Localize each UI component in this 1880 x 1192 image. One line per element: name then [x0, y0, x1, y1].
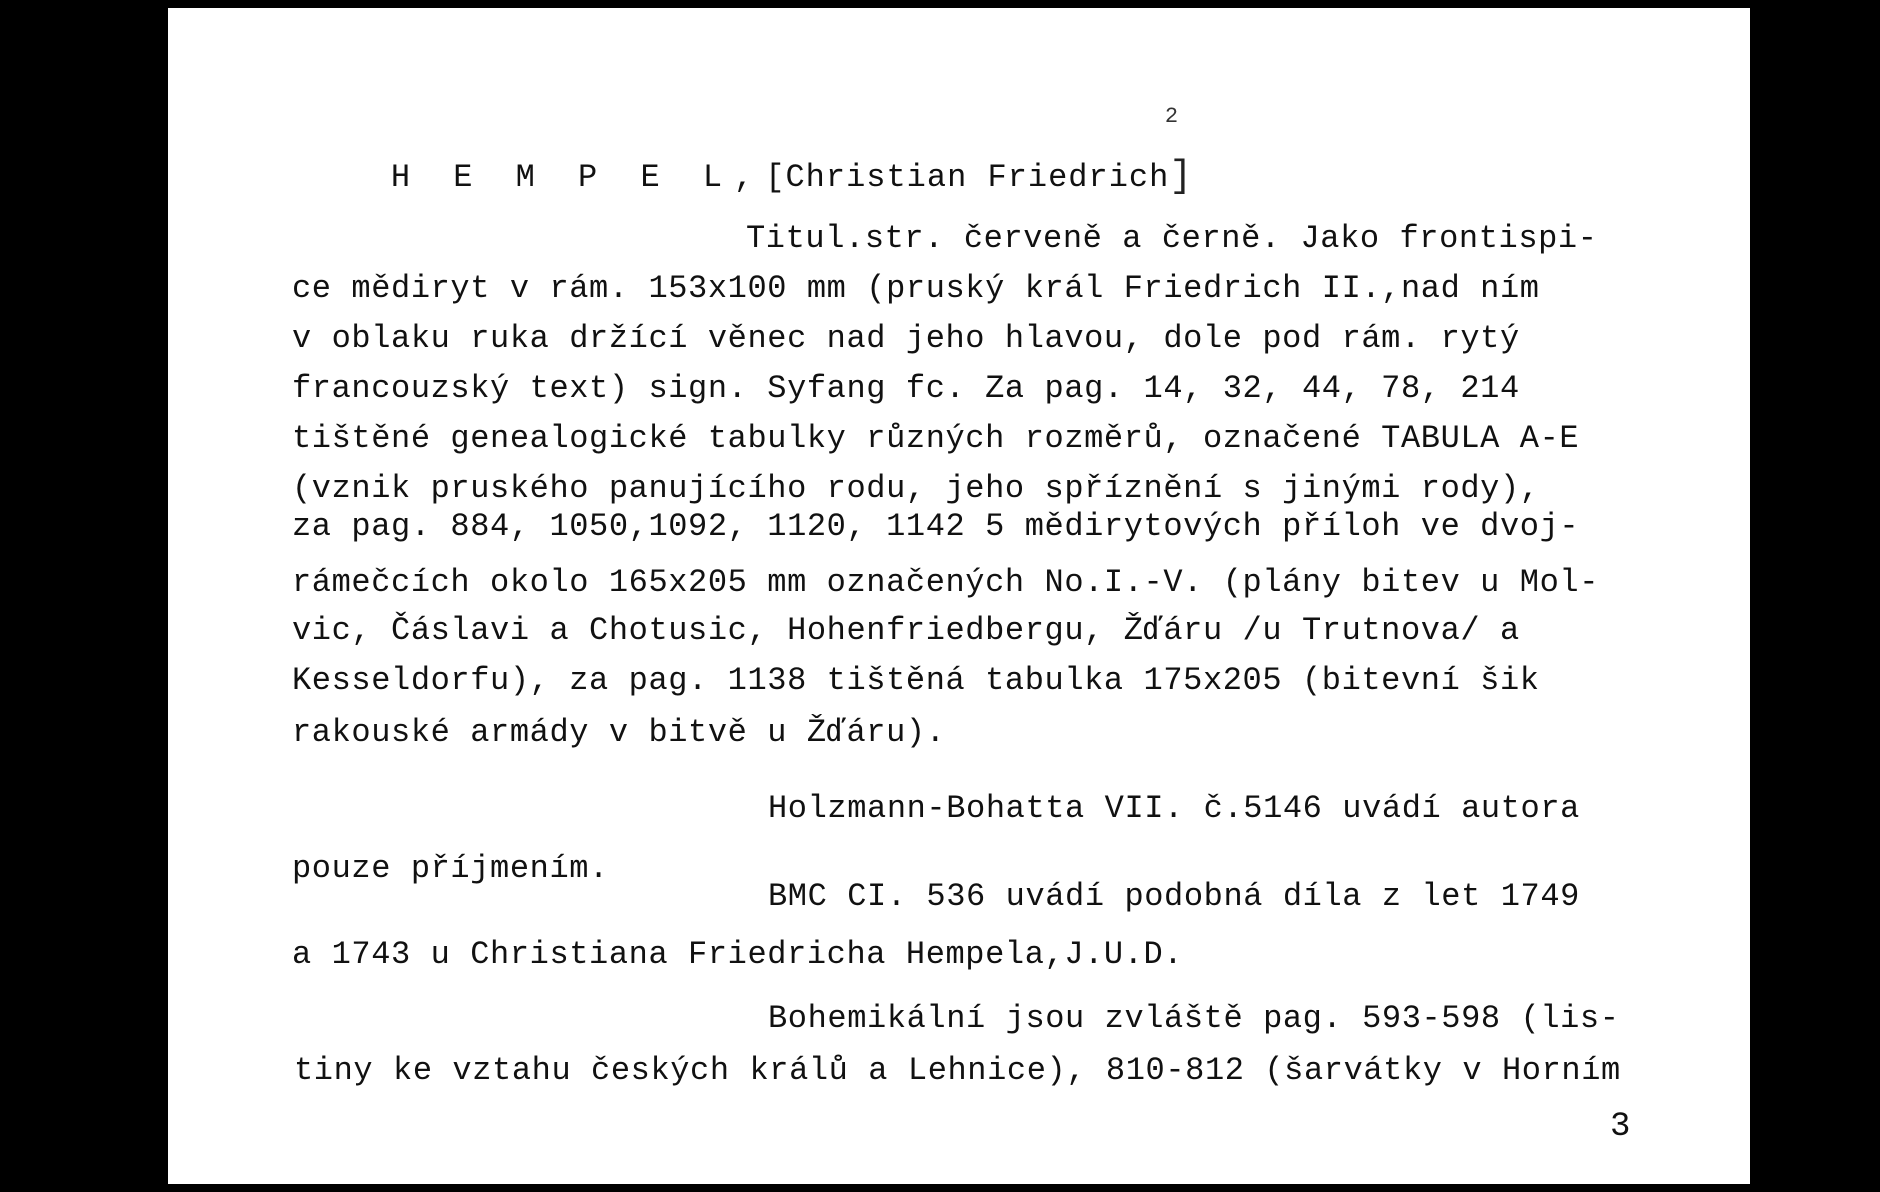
bohemica-note-line-1: Bohemikální jsou zvláště pag. 593-598 (lis- [768, 1000, 1620, 1037]
bracket-open: [ [765, 159, 786, 196]
description-line-11: rakouské armády v bitvě u Žďáru). [292, 714, 946, 751]
page-number: 3 [1610, 1108, 1632, 1146]
description-line-10: Kesseldorfu), za pag. 1138 tištěná tabulka 175x205 (bitevní šik [292, 662, 1540, 699]
description-line-8: rámečcích okolo 165x205 mm označených No.I.-V. (plány bitev u Mol- [292, 564, 1600, 601]
bracket-close: ] [1169, 155, 1194, 198]
description-line-9: vic, Čáslavi a Chotusic, Hohenfriedbergu, Žďáru /u Trutnova/ a [292, 612, 1520, 649]
description-line-4: francouzský text) sign. Syfang fc. Za pag. 14, 32, 44, 78, 214 [292, 370, 1520, 407]
description-line-3: v oblaku ruka držící věnec nad jeho hlavou, dole pod rám. rytý [292, 320, 1520, 357]
description-line-7: za pag. 884, 1050,1092, 1120, 1142 5 mědirytových příloh ve dvoj- [292, 508, 1580, 545]
author-given-names: Christian Friedrich [785, 159, 1170, 196]
description-line-2: ce mědiryt v rám. 153x100 mm (pruský král Friedrich II.,nad ním [292, 270, 1540, 307]
description-line-1: Titul.str. červeně a černě. Jako frontispi- [746, 220, 1598, 257]
bohemica-note-line-2: tiny ke vztahu českých králů a Lehnice), 810-812 (šarvátky v Horním [294, 1052, 1621, 1089]
author-surname: H E M P E L, [390, 159, 766, 196]
reference-holzmann: Holzmann-Bohatta VII. č.5146 uvádí autora [768, 790, 1580, 827]
catalog-card [168, 8, 1750, 1184]
reference-bmc-cont: a 1743 u Christiana Friedricha Hempela,J.U.D. [292, 936, 1184, 973]
reference-holzmann-cont: pouze příjmením. [292, 850, 609, 887]
reference-bmc: BMC CI. 536 uvádí podobná díla z let 1749 [768, 878, 1580, 915]
description-line-5: tištěné genealogické tabulky různých rozměrů, označené TABULA A-E [292, 420, 1580, 457]
card-heading [310, 104, 1194, 235]
description-line-6: (vznik pruského panujícího rodu, jeho spříznění s jinými rody), [292, 470, 1540, 507]
handwritten-note-mark: 2 [1164, 104, 1180, 129]
